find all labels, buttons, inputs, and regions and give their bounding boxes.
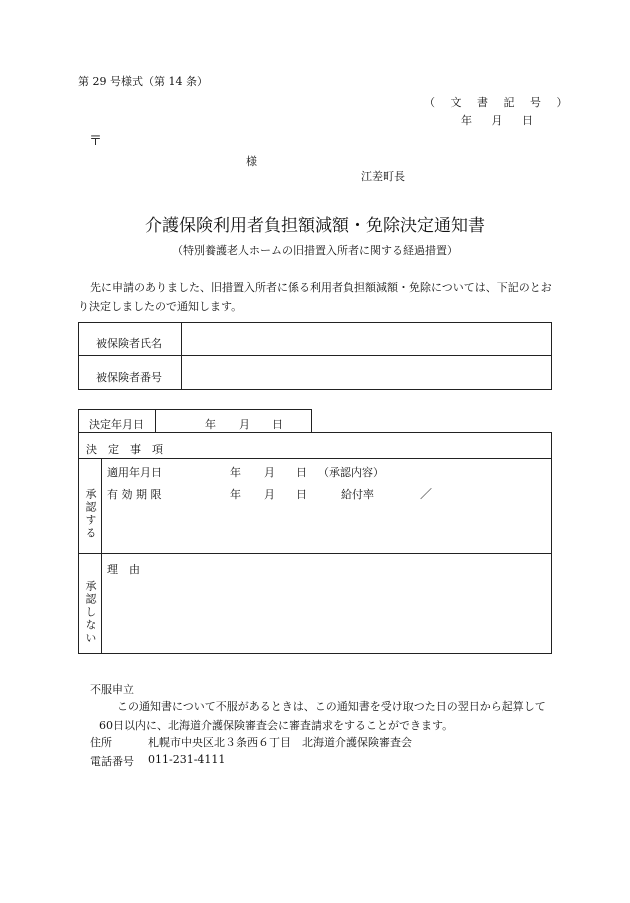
valid-month: 月 — [264, 488, 275, 501]
table-divider — [101, 458, 102, 654]
valid-day: 日 — [296, 488, 307, 501]
approval-content-label: （承認内容） — [318, 466, 384, 479]
table-divider — [78, 355, 552, 356]
table-divider — [155, 409, 156, 433]
address-value: 札幌市中央区北３条西６丁目 北海道介護保険審査会 — [148, 736, 412, 749]
apply-month: 月 — [264, 466, 275, 479]
insured-number-field[interactable] — [185, 358, 549, 388]
insured-number-label: 被保険者番号 — [96, 371, 162, 384]
insured-name-field[interactable] — [185, 325, 549, 353]
address-label: 住所 — [90, 736, 112, 749]
decision-items-label: 決 定 事 項 — [86, 443, 163, 456]
valid-period-label: 有 効 期 限 — [107, 488, 162, 501]
reason-label: 理 由 — [107, 563, 140, 576]
table-divider — [78, 458, 552, 459]
table-divider — [181, 322, 182, 390]
page-subtitle: （特別養護老人ホームの旧措置入所者に関する経過措置） — [172, 244, 458, 257]
appeal-text-line2: 60日以内に、北海道介護保険審査会に審査請求をすることができます。 — [99, 719, 454, 732]
decision-year: 年 — [205, 418, 216, 431]
tel-value: 011-231-4111 — [148, 753, 226, 766]
issuer: 江差町長 — [361, 170, 405, 183]
benefit-rate-label: 給付率 — [341, 488, 374, 501]
benefit-rate-slash: ／ — [420, 487, 433, 501]
reject-label: 承認しない — [84, 580, 97, 645]
apply-day: 日 — [296, 466, 307, 479]
decision-date-label: 決定年月日 — [89, 418, 144, 431]
decision-day: 日 — [272, 418, 283, 431]
form-number: 第 29 号様式（第 14 条） — [78, 75, 208, 88]
appeal-heading: 不服申立 — [90, 683, 134, 696]
tel-label: 電話番号 — [90, 755, 134, 768]
apply-date-label: 適用年月日 — [107, 466, 162, 479]
valid-year: 年 — [230, 488, 241, 501]
table-divider — [78, 553, 552, 554]
postal-mark-icon: 〒 — [89, 134, 103, 149]
document-number: （ 文 書 記 号 ） — [424, 96, 574, 109]
issue-date: 年 月 日 — [461, 114, 533, 127]
page-title: 介護保険利用者負担額減額・免除決定通知書 — [145, 216, 485, 236]
approve-label: 承認する — [84, 488, 97, 540]
apply-year: 年 — [230, 466, 241, 479]
recipient-honorific: 様 — [246, 155, 257, 168]
insured-name-label: 被保険者氏名 — [96, 337, 162, 350]
decision-month: 月 — [239, 418, 250, 431]
appeal-text-line1: この通知書について不服があるときは、この通知書を受け取つた日の翌日から起算して — [117, 700, 546, 713]
intro-paragraph: 先に申請のありました、旧措置入所者に係る利用者負担額減額・免除については、下記のとおり決定しましたので通知します。 — [78, 281, 552, 313]
